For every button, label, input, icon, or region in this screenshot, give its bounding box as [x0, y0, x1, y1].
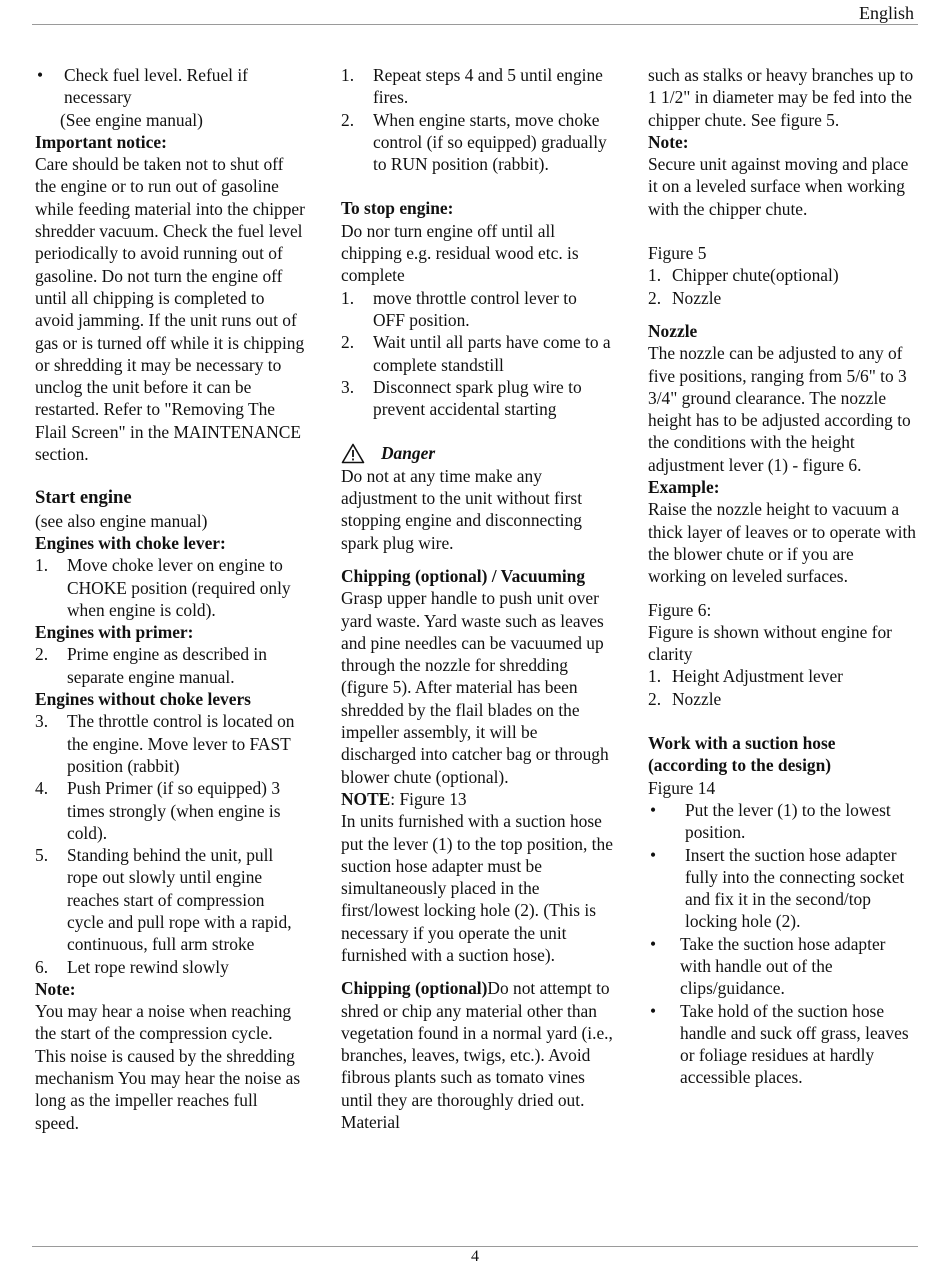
- danger-heading-row: [341, 442, 613, 464]
- item-text: Height Adjustment lever: [672, 666, 843, 687]
- list-item: [35, 777, 305, 844]
- step-number: 1.: [341, 65, 355, 85]
- suction-hose-text: In units furnished with a suction hose put the lever (1) to the top position, the suction hose adapter must be simultaneously placed in the first/lowest locking hole (2). (This is necessary if you operate the unit furnished with a suction hose).: [341, 811, 613, 965]
- column-middle: [341, 64, 613, 1133]
- start-engine-subtitle: (see also engine manual): [35, 510, 208, 531]
- bullet-text: Take hold of the suction hose handle and suck off grass, leaves or foliage residues at hardly accessible places.: [680, 1000, 909, 1088]
- item-number: 1.: [648, 265, 662, 286]
- figure14-title: Figure 14: [648, 777, 716, 798]
- primer-heading: Engines with primer:: [35, 622, 194, 643]
- bullet-text: Put the lever (1) to the lowest position.: [685, 799, 891, 843]
- bullet-icon: •: [650, 844, 657, 865]
- step-text: Wait until all parts have come to a complete standstill: [373, 332, 611, 375]
- chipping-optional-text: Do not attempt to shred or chip any material other than vegetation found in a normal yard (i.e., branches, leaves, twigs, etc.). Avoid fibrous plants such as tomato vines until they are thoroughly dried out. Material: [341, 978, 613, 1133]
- list-item: [648, 688, 916, 710]
- list-item: [35, 710, 305, 777]
- step-number: 5.: [35, 845, 49, 866]
- list-item: [648, 287, 916, 309]
- list-item: [35, 643, 305, 688]
- example-heading: Example:: [648, 477, 720, 498]
- danger-text: Do not at any time make any adjustment to the unit without first stopping engine and disconnecting spark plug wire.: [341, 465, 583, 553]
- list-item: [648, 933, 916, 1000]
- column-left: [35, 64, 305, 1134]
- choke-lever-heading: Engines with choke lever:: [35, 532, 226, 553]
- figure6-title: Figure 6:: [648, 599, 712, 620]
- note-figure-line: [341, 788, 613, 810]
- example-text: Raise the nozzle height to vacuum a thick layer of leaves or to operate with the blower chute or if you are working on leveled surfaces.: [648, 499, 917, 587]
- suction-hose-heading: Work with a suction hose (according to the design): [648, 733, 836, 776]
- step-number: 1.: [35, 555, 49, 576]
- start-engine-heading: Start engine: [35, 487, 132, 509]
- bullet-text: Insert the suction hose adapter fully into the connecting socket and fix it in the second/top locking hole (2).: [685, 844, 905, 932]
- bullet-text: Take the suction hose adapter with handle out of the clips/guidance.: [680, 933, 886, 999]
- step-text: Standing behind the unit, pull rope out slowly until engine reaches start of compression cycle and pull rope with a rapid, continuous, full arm stroke: [67, 845, 292, 955]
- list-item: [648, 1000, 916, 1089]
- item-text: Nozzle: [672, 688, 722, 709]
- see-manual-text: (See engine manual): [60, 109, 203, 130]
- list-item: [35, 554, 305, 621]
- step-number: 2.: [35, 644, 49, 665]
- step-number: 2.: [341, 109, 355, 130]
- step-number: 1.: [341, 287, 355, 308]
- chipping-optional-heading: Chipping (optional): [341, 978, 488, 999]
- step-text: Disconnect spark plug wire to prevent accidental starting: [373, 376, 582, 420]
- important-notice-text: Care should be taken not to shut off the engine or to run out of gasoline while feeding material into the chipper shredder vacuum. Check the fuel level periodically to avoid running out of gasoline. Do not turn the engine off until all chipping is completed to avoid jamming. If the unit runs out of gas or is turned off while it is chipping or shredding it may be necessary to unclog the unit before it can be restarted. Refer to "Removing The Flail Screen" in the MAINTENANCE section.: [35, 154, 305, 465]
- chipping-optional-paragraph: [341, 977, 613, 1133]
- note-heading: Note:: [648, 131, 689, 152]
- list-item: [341, 287, 613, 332]
- continued-text: such as stalks or heavy branches up to 1 1/2" in diameter may be fed into the chipper chute. See figure 5.: [648, 65, 914, 130]
- step-number: 4.: [35, 778, 49, 799]
- list-item: [35, 956, 305, 978]
- step-text: The throttle control is located on the engine. Move lever to FAST position (rabbit): [67, 711, 295, 776]
- stop-engine-intro: Do nor turn engine off until all chipping e.g. residual wood etc. is complete: [341, 220, 579, 286]
- page-number: 4: [471, 1248, 479, 1265]
- step-number: 3.: [35, 711, 49, 732]
- figure6-text: Figure is shown without engine for clarity: [648, 621, 892, 665]
- header-rule: [32, 24, 918, 25]
- nozzle-heading: Nozzle: [648, 320, 698, 341]
- bullet-icon: •: [650, 1000, 657, 1021]
- item-number: 2.: [648, 688, 662, 709]
- list-item: [341, 376, 613, 421]
- stop-engine-heading: To stop engine:: [341, 198, 454, 219]
- list-item: [648, 844, 916, 933]
- no-choke-heading: Engines without choke levers: [35, 689, 251, 710]
- note-heading: Note:: [35, 978, 76, 999]
- list-item: [341, 109, 613, 176]
- list-item: [341, 331, 613, 376]
- important-notice-heading: Important notice:: [35, 131, 167, 152]
- note-label: NOTE: [341, 788, 391, 809]
- step-text: move throttle control lever to OFF position.: [373, 287, 577, 330]
- list-item: [341, 64, 613, 109]
- bullet-icon: •: [37, 65, 44, 85]
- step-number: 2.: [341, 332, 355, 353]
- check-fuel-text: Check fuel level. Refuel if necessary: [64, 65, 248, 108]
- warning-triangle-icon: [341, 443, 365, 464]
- list-item: [35, 64, 305, 109]
- step-text: When engine starts, move choke control (if so equipped) gradually to RUN position (rabbit).: [373, 109, 607, 175]
- step-text: Let rope rewind slowly: [67, 956, 229, 977]
- bullet-icon: •: [650, 799, 657, 820]
- step-number: 6.: [35, 956, 49, 977]
- column-right: [648, 64, 916, 1089]
- danger-heading: Danger: [381, 443, 436, 464]
- step-text: Move choke lever on engine to CHOKE position (required only when engine is cold).: [67, 555, 291, 620]
- step-text: Repeat steps 4 and 5 until engine fires.: [373, 65, 603, 108]
- step-number: 3.: [341, 376, 355, 397]
- note-text: You may hear a noise when reaching the start of the compression cycle. This noise is caused by the shredding mechanism You may hear the noise as long as the impeller reaches full speed.: [35, 1001, 301, 1133]
- chipping-vacuuming-heading: Chipping (optional) / Vacuuming: [341, 565, 586, 586]
- step-text: Push Primer (if so equipped) 3 times strongly (when engine is cold).: [67, 778, 281, 843]
- item-number: 1.: [648, 666, 662, 687]
- bullet-icon: •: [650, 933, 657, 954]
- step-text: Prime engine as described in separate engine manual.: [67, 644, 267, 687]
- item-number: 2.: [648, 287, 662, 308]
- nozzle-text: The nozzle can be adjusted to any of five positions, ranging from 5/6" to 3 3/4" ground clearance. The nozzle height has to be adjusted according to the conditions with the height adjustment lever (1) - figure 6.: [648, 343, 911, 475]
- note-figure-ref: : Figure 13: [390, 788, 467, 809]
- list-item: [648, 799, 916, 844]
- item-text: Chipper chute(optional): [672, 265, 839, 286]
- list-item: [648, 264, 916, 286]
- header-language: English: [858, 3, 914, 23]
- figure5-title: Figure 5: [648, 243, 707, 264]
- list-item: [35, 844, 305, 955]
- note-text: Secure unit against moving and place it on a leveled surface when working with the chipper chute.: [648, 154, 909, 219]
- list-item: [648, 665, 916, 687]
- chipping-vacuuming-text: Grasp upper handle to push unit over yard waste. Yard waste such as leaves and pine needles can be vacuumed up through the nozzle for shredding (figure 5). After material has been shredded by the flail blades on the impeller assembly, it will be discharged into catcher bag or through blower chute (optional).: [341, 588, 609, 787]
- item-text: Nozzle: [672, 287, 722, 308]
